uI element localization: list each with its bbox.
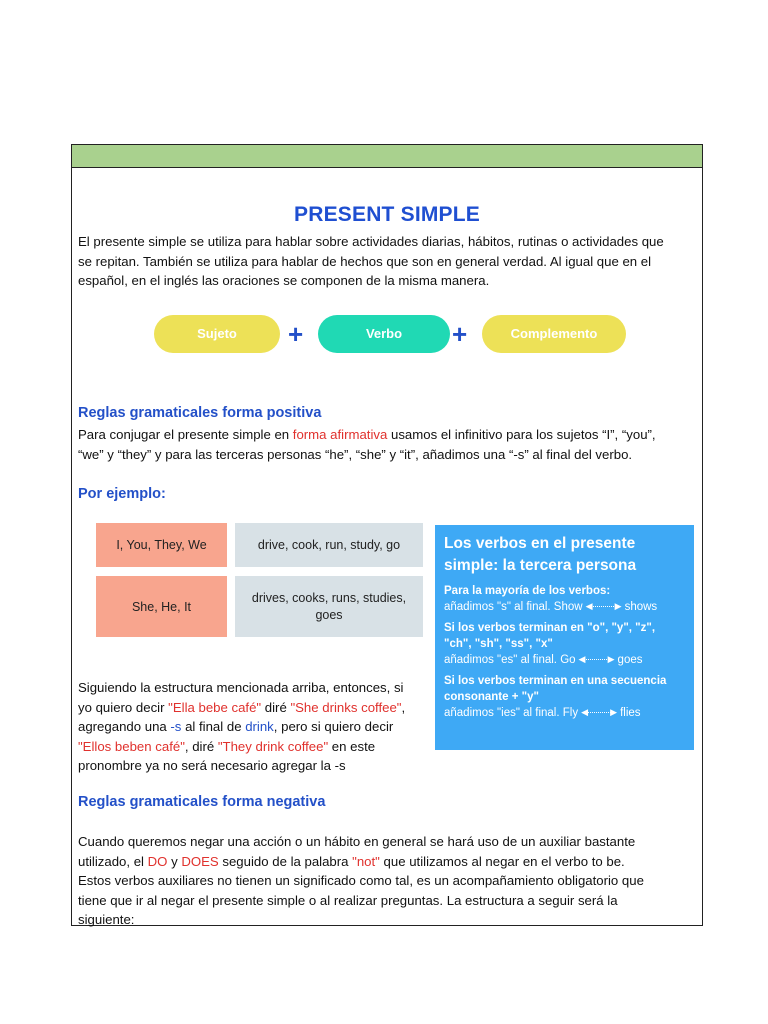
complemento-pill: Complemento xyxy=(482,315,626,353)
page-title: PRESENT SIMPLE xyxy=(294,203,480,226)
negative-paragraph: Cuando queremos negar una acción o un hábito en general se hará uso de un auxiliar bastante utilizado, el DO y DOES seguido de la palabra "not" que utilizamos al negar en el verbo to be. Estos verbos auxiliares no tienen un significado como tal, es un acompañamiento obligatorio que tiene que ir al negar el presente simple o al realizar preguntas. La estructura a seguir será la siguiente: xyxy=(78,834,644,927)
positive-heading: Reglas gramaticales forma positiva xyxy=(78,405,322,421)
header-bar xyxy=(72,145,702,168)
infobox-title: Los verbos en el presente simple: la tercera persona xyxy=(444,535,637,574)
plus-sign: + xyxy=(452,319,468,349)
double-arrow-icon: ◀ ▶ xyxy=(585,600,622,611)
positive-paragraph: Para conjugar el presente simple en forma afirmativa usamos el infinitivo para los sujetos “I”, “you”, “we” y “they” y para las terceras personas “he”, “she” y “it”, añadimos una “-s” al final del verbo. xyxy=(78,427,656,462)
example-heading: Por ejemplo: xyxy=(78,486,166,502)
double-arrow-icon: ◀ ▶ xyxy=(581,706,618,717)
table-verbs-base: drive, cook, run, study, go xyxy=(235,523,423,567)
sujeto-pill: Sujeto xyxy=(154,315,280,353)
table-subject-third: She, He, It xyxy=(96,576,227,637)
verbo-pill: Verbo xyxy=(318,315,450,353)
intro-paragraph: El presente simple se utiliza para hablar sobre actividades diarias, hábitos, rutinas o actividades que se repitan. También se utiliza para hablar de hechos que son en general verdad. Al igual que en el español, en el inglés las oraciones se componen de la misma manera. xyxy=(78,234,664,288)
plus-sign: + xyxy=(288,319,304,349)
table-subject-plural: I, You, They, We xyxy=(96,523,227,567)
document-frame xyxy=(71,144,703,926)
double-arrow-icon: ◀ ▶ xyxy=(578,653,615,664)
table-verbs-third: drives, cooks, runs, studies, goes xyxy=(235,576,423,637)
negative-heading: Reglas gramaticales forma negativa xyxy=(78,794,326,810)
formula-diagram xyxy=(154,315,624,355)
third-person-infobox: Los verbos en el presente simple: la tercera persona Para la mayoría de los verbos: añadimos "s" al final. Show ◀ ▶ shows Si los verbos terminan en "o", "y", "z", "ch", "sh", "ss", "x" añadimos "es" al final. Go ◀ ▶ goes Si los verbos terminan en una secuencia consonante + "y" añadimos "ies" al final. Fly ◀ ▶ flies xyxy=(435,525,694,750)
explanation-paragraph: Siguiendo la estructura mencionada arriba, entonces, si yo quiero decir "Ella bebe café" diré "She drinks coffee", agregando una -s al final de drink, pero si quiero decir "Ellos beben café", diré "They drink coffee" en este pronombre ya no será necesario agregar la -s xyxy=(78,680,406,773)
